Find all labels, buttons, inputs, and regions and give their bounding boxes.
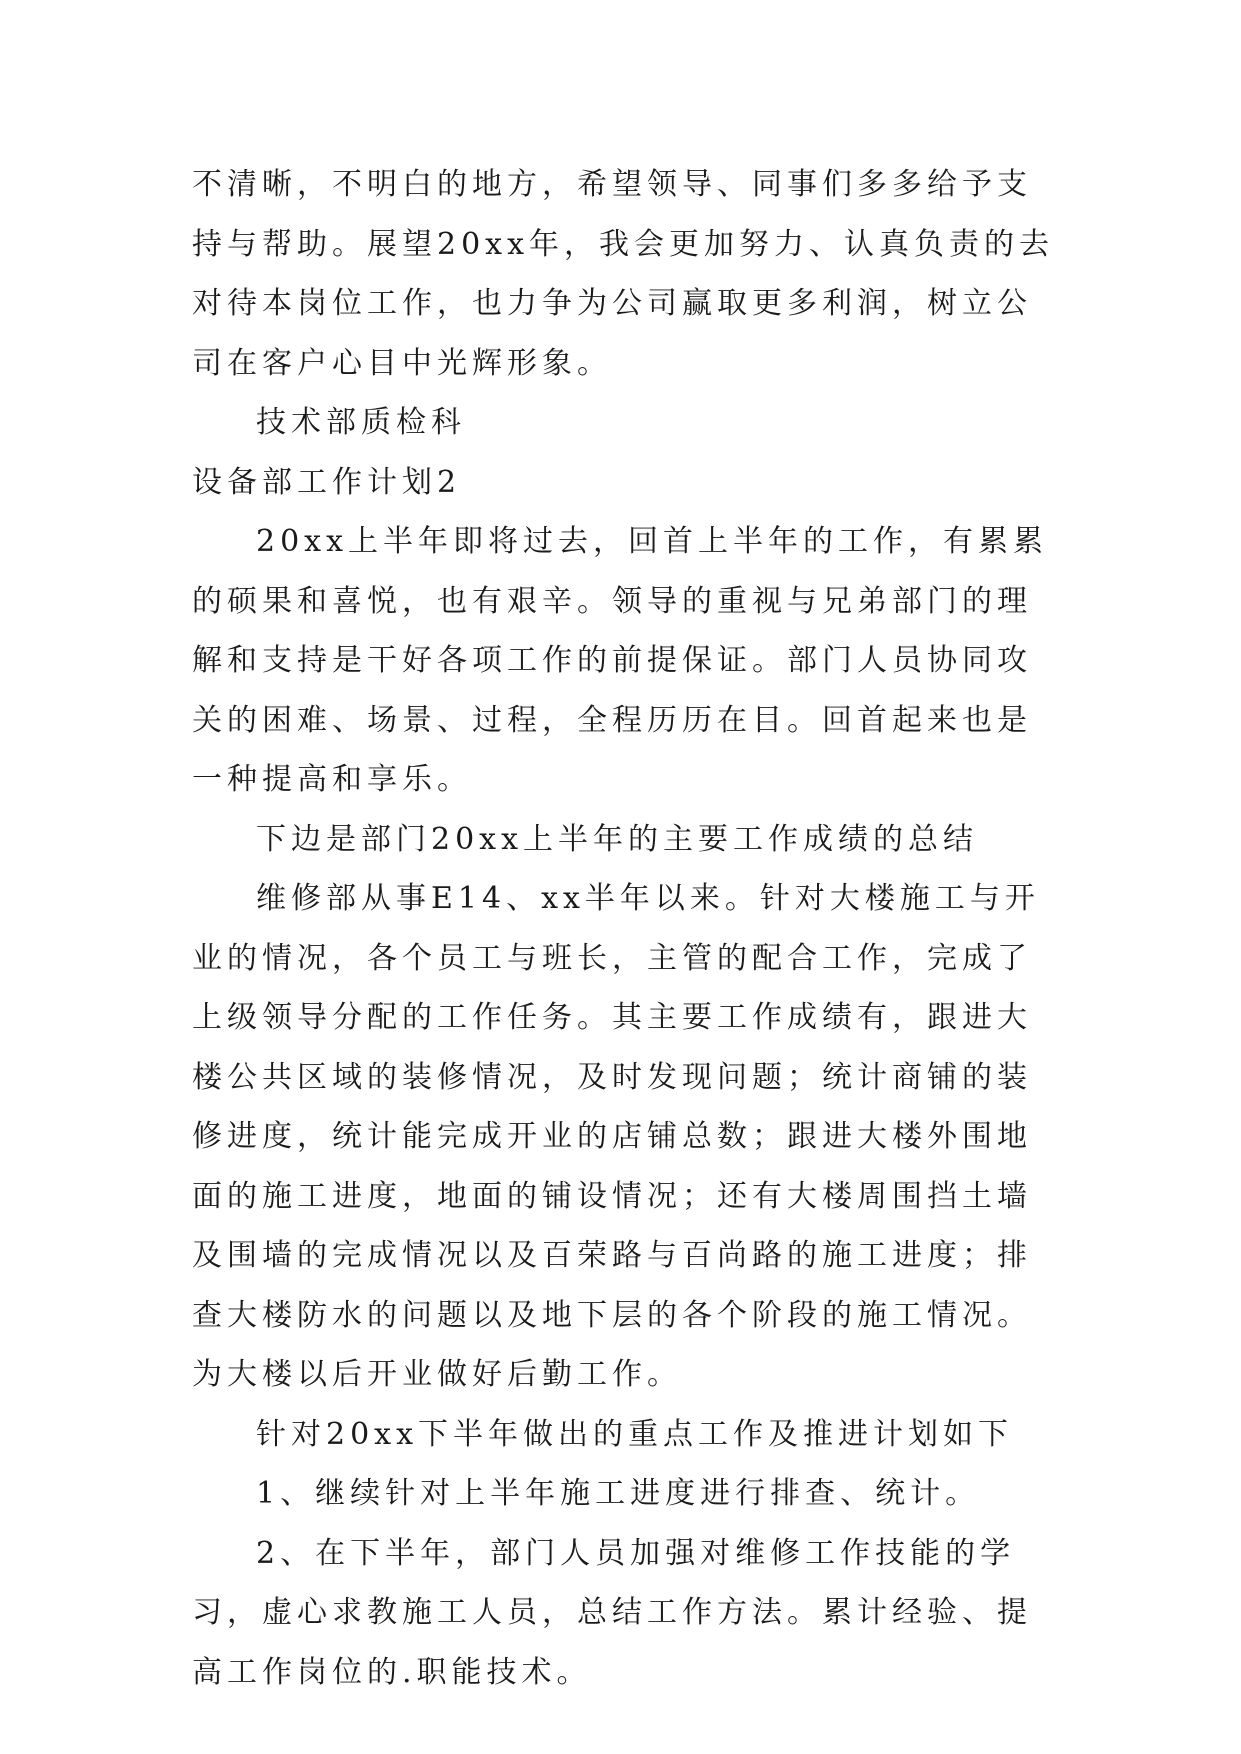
paragraph-closing-remarks: 不清晰，不明白的地方，希望领导、同事们多多给予支持与帮助。展望20xx年，我会更加努力、认真负责的去对待本岗位工作，也力争为公司赢取更多利润，树立公司在客户心目中光辉形象。 [192,167,1055,381]
paragraph-intro: 20xx上半年即将过去，回首上半年的工作，有累累的硕果和喜悦，也有艰辛。领导的重视与兄弟部门的理解和支持是干好各项工作的前提保证。部门人员协同攻关的困难、场景、过程，全程历历在目。回首起来也是一种提高和享乐。 [192,524,1049,797]
document-body [192,155,1062,1702]
paragraph-achievements: 维修部从事E14、xx半年以来。针对大楼施工与开业的情况，各个员工与班长，主管的配合工作，完成了上级领导分配的工作任务。其主要工作成绩有，跟进大楼公共区域的装修情况，及时发现问题；统计商铺的装修进度，统计能完成开业的店铺总数；跟进大楼外围地面的施工进度，地面的铺设情况；还有大楼周围挡土墙及围墙的完成情况以及百荣路与百尚路的施工进度；排查大楼防水的问题以及地下层的各个阶段的施工情况。为大楼以后开业做好后勤工作。 [192,881,1040,1392]
plan-item-1: 1、继续针对上半年施工进度进行排查、统计。 [256,1476,981,1511]
section-heading: 设备部工作计划2 [192,464,462,500]
plan-item-2: 2、在下半年，部门人员加强对维修工作技能的学习，虚心求教施工人员，总结工作方法。累计经验、提高工作岗位的.职能技术。 [192,1535,1032,1690]
paragraph-summary-lead: 下边是部门20xx上半年的主要工作成绩的总结 [256,821,979,857]
paragraph-signature-department: 技术部质检科 [256,405,466,440]
paragraph-plan-lead: 针对20xx下半年做出的重点工作及推进计划如下 [256,1416,1014,1452]
